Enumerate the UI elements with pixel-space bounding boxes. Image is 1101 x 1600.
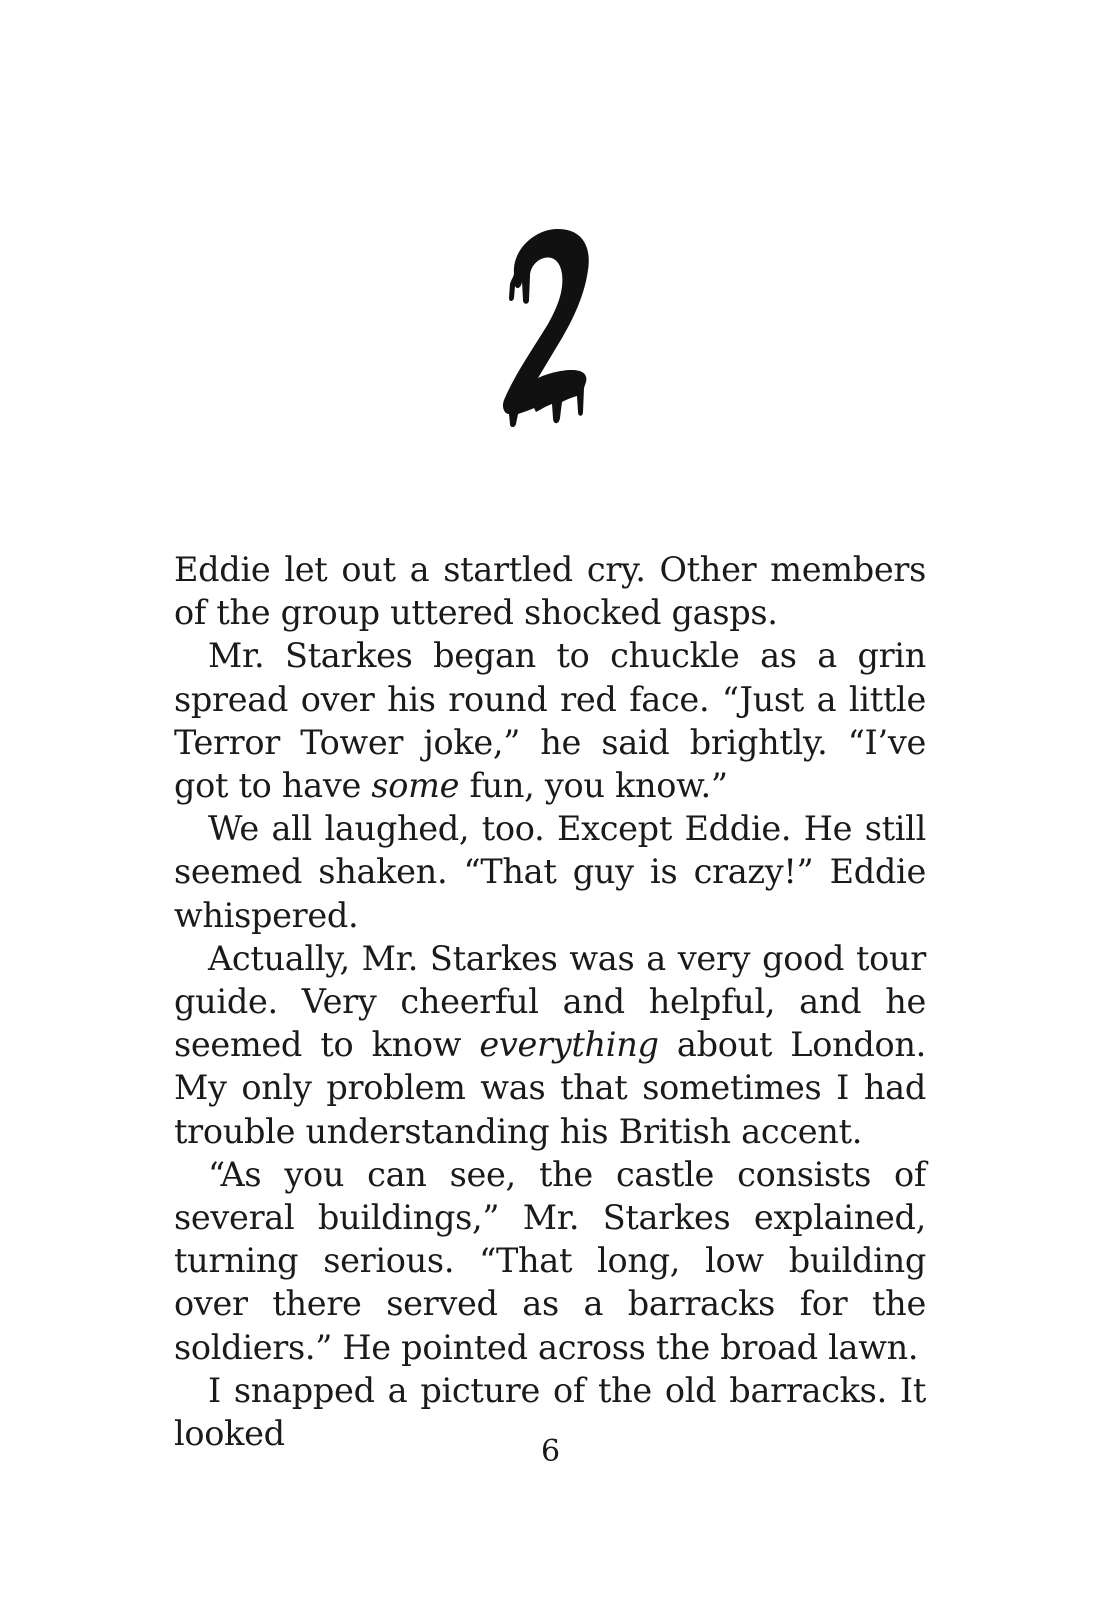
body-text [174,548,926,1455]
paragraph-3-text: We all laughed, too. Except Eddie. He still seemed shaken. “That guy is crazy!” Eddie whispered. [174,809,926,935]
chapter-number-graphic [500,228,595,428]
paragraph-4-emphasis: everything [479,1025,659,1065]
paragraph-3 [174,807,926,937]
paragraph-2-emphasis: some [371,766,460,806]
paragraph-1-text: Eddie let out a startled cry. Other members of the group uttered shocked gasps. [174,550,926,633]
paragraph-2 [174,634,926,807]
paragraph-4-text: Actually, Mr. Starkes was a very good tour guide. Very cheerful and helpful, and he seemed to know [174,938,926,1065]
page-number: 6 [540,1434,561,1469]
paragraph-6-text: I snapped a picture of the old barracks. It looked [174,1370,926,1454]
paragraph-1 [174,548,926,634]
paragraph-2-text-end: fun, you know.” [459,766,728,806]
paragraph-5-text: “As you can see, the castle consists of several buildings,” Mr. Starkes explained, turning serious. “That long, low building over there served as a barracks for the soldiers.” He pointed across the broad lawn. [174,1154,926,1367]
paragraph-5 [174,1153,926,1369]
paragraph-4 [174,937,926,1153]
dripping-number-two-icon [500,228,595,428]
paragraph-4-text-end: about London. My only problem was that sometimes I had trouble understanding his British accent. [174,1025,926,1151]
paragraph-2-text: Mr. Starkes began to chuckle as a grin spread over his round red face. “Just a little Terror Tower joke,” he said brightly. “I’ve got to have [174,636,926,806]
